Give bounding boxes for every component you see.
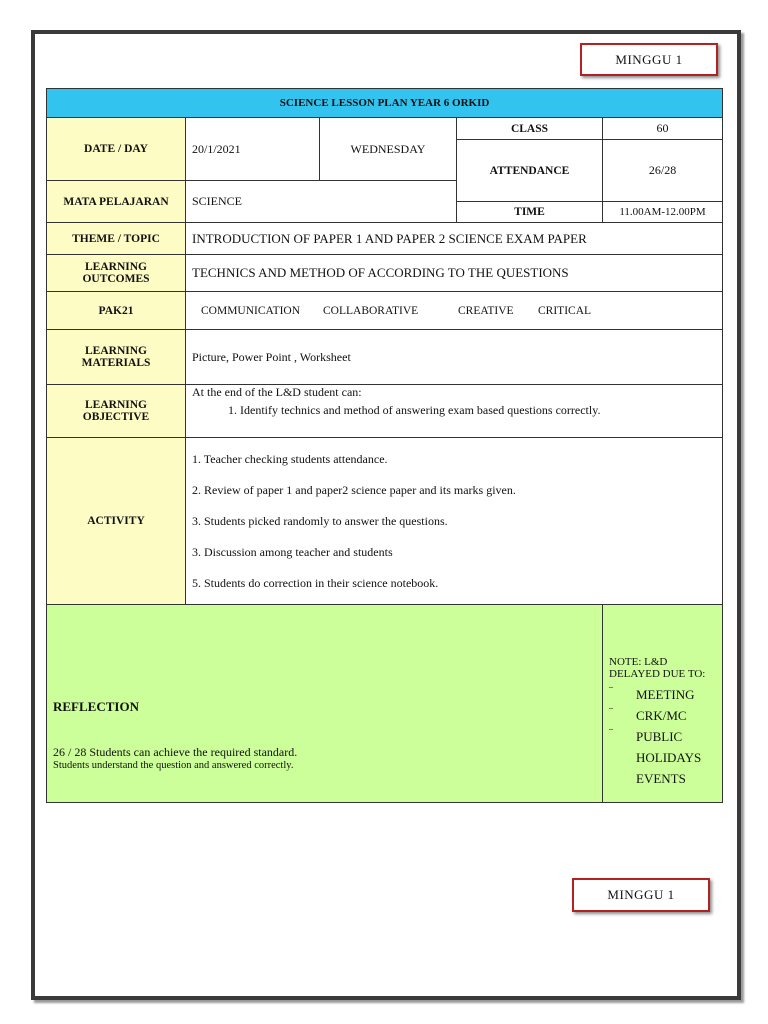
date-value: 20/1/2021 <box>186 118 320 181</box>
table-title: SCIENCE LESSON PLAN YEAR 6 ORKID <box>47 89 723 118</box>
activity-cell <box>186 438 723 605</box>
materials-value: Picture, Power Point , Worksheet <box>186 330 723 385</box>
week-badge-top: MINGGU 1 <box>580 43 718 76</box>
outcomes-label: LEARNING OUTCOMES <box>47 255 186 292</box>
attendance-label: ATTENDANCE <box>457 140 603 202</box>
objective-cell <box>186 385 723 438</box>
time-label: TIME <box>457 202 603 223</box>
week-badge-bottom: MINGGU 1 <box>572 878 710 912</box>
objective-label: LEARNING OBJECTIVE <box>47 385 186 438</box>
pak21-item: CREATIVE <box>458 305 514 317</box>
reflection-note: Students understand the question and answered correctly. <box>53 759 294 771</box>
theme-value: INTRODUCTION OF PAPER 1 AND PAPER 2 SCIENCE EXAM PAPER <box>186 223 723 255</box>
reflection-cell <box>47 605 603 803</box>
activity-label: ACTIVITY <box>47 438 186 605</box>
day-value: WEDNESDAY <box>320 118 457 181</box>
class-value: 60 <box>603 118 723 140</box>
delay-note-item: ¨ CRK/MC <box>609 705 716 726</box>
time-value: 11.00AM-12.00PM <box>603 202 723 223</box>
class-label: CLASS <box>457 118 603 140</box>
objective-intro: At the end of the L&D student can: <box>192 385 362 399</box>
delay-note-item: ¨ MEETING <box>609 684 716 705</box>
objective-item: 1. Identify technics and method of answering exam based questions correctly. <box>240 403 716 418</box>
delay-note-item: ¨ PUBLIC HOLIDAYS EVENTS <box>609 726 716 789</box>
pak21-label: PAK21 <box>47 292 186 330</box>
subject-label: MATA PELAJARAN <box>47 181 186 223</box>
activity-item: 2. Review of paper 1 and paper2 science paper and its marks given. <box>192 482 516 497</box>
subject-value: SCIENCE <box>186 181 457 223</box>
materials-label: LEARNING MATERIALS <box>47 330 186 385</box>
lesson-plan-table <box>46 88 723 803</box>
date-day-label: DATE / DAY <box>47 118 186 181</box>
objective-list <box>192 403 716 418</box>
theme-label: THEME / TOPIC <box>47 223 186 255</box>
activity-item: 1. Teacher checking students attendance. <box>192 451 388 466</box>
pak21-item: CRITICAL <box>538 305 592 317</box>
reflection-count: 26 / 28 Students can achieve the required standard. <box>53 744 298 759</box>
pak21-values <box>186 292 723 330</box>
pak21-item: COMMUNICATION <box>201 305 301 317</box>
activity-item: 3. Students picked randomly to answer the questions. <box>192 513 448 528</box>
activity-item: 3. Discussion among teacher and students <box>192 544 393 559</box>
reflection-label: REFLECTION <box>53 698 139 714</box>
activity-item: 5. Students do correction in their science notebook. <box>192 575 439 590</box>
pak21-item: COLLABORATIVE <box>323 305 419 317</box>
delay-note-cell <box>603 605 723 803</box>
delay-note-list <box>609 684 716 789</box>
delay-note-title: NOTE: L&D DELAYED DUE TO: <box>609 656 706 680</box>
attendance-value: 26/28 <box>603 140 723 202</box>
outcomes-value: TECHNICS AND METHOD OF ACCORDING TO THE QUESTIONS <box>186 255 723 292</box>
